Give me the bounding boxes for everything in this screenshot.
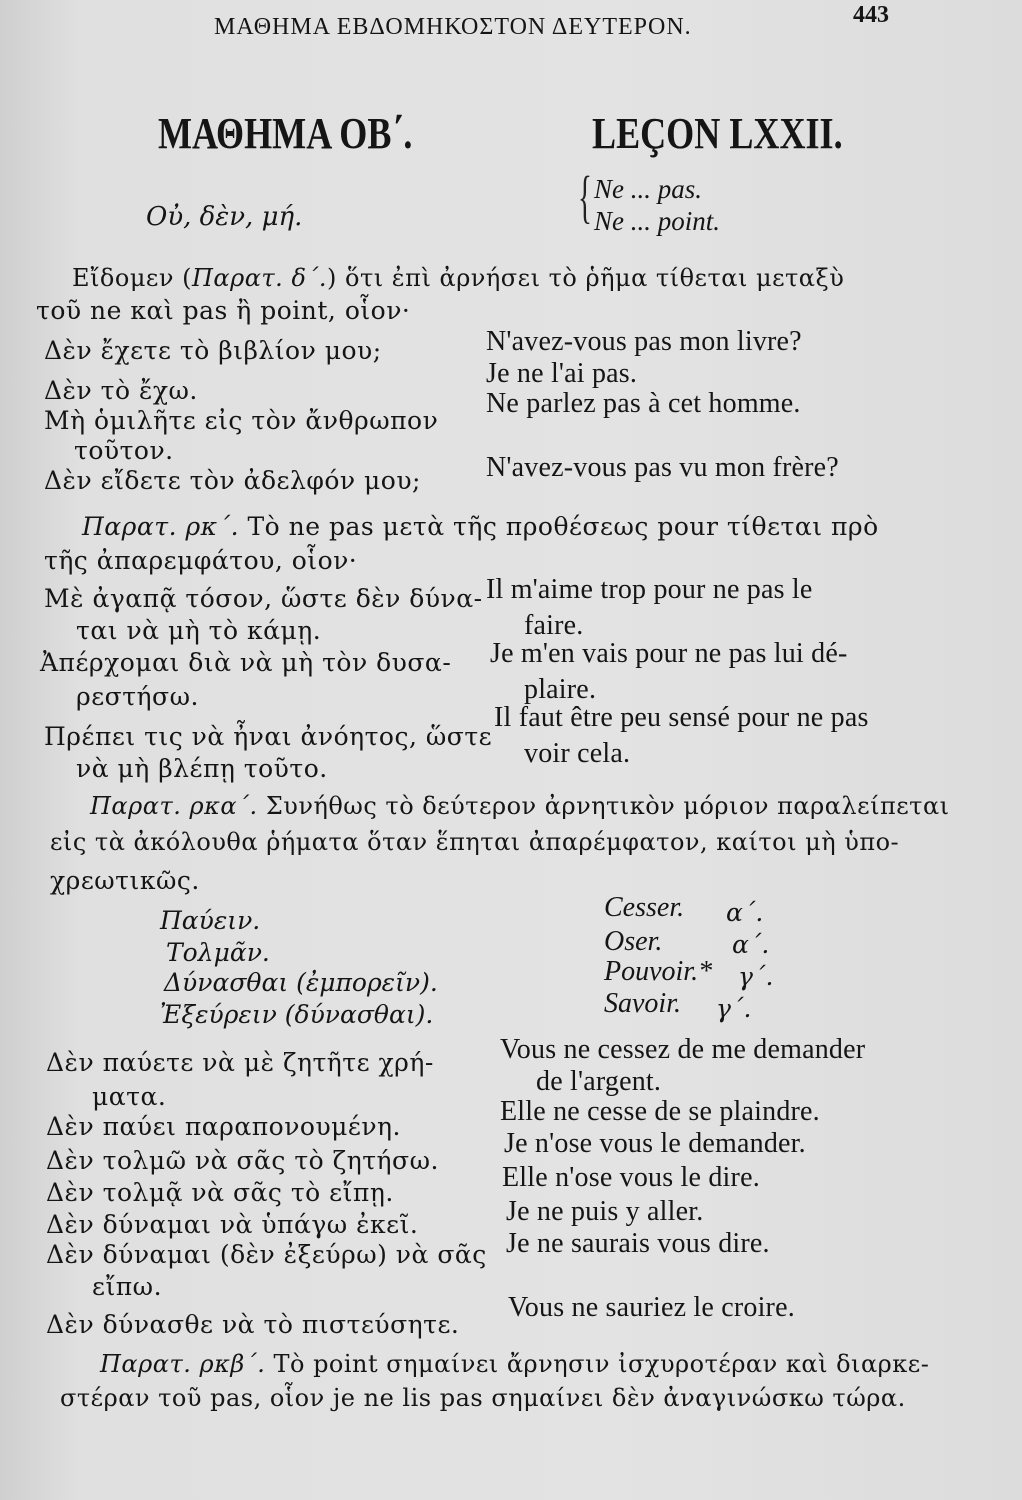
ex3-greek-3: Δὲν τολμῶ νὰ σᾶς τὸ ζητήσω. [46, 1146, 439, 1175]
lesson-title-greek: ΜΑΘΗΜΑ ΟΒ΄. [158, 109, 413, 158]
verb-french-3: Pouvoir.* [604, 956, 713, 987]
para2-line1 [82, 512, 879, 541]
verb-greek-3: Δύνασθαι (ἐμπορεῖν). [164, 968, 438, 997]
ex1-greek-3: Μὴ ὁμιλῆτε εἰς τὸν ἄνθρωπον [44, 406, 439, 435]
para1-line1 [72, 264, 844, 292]
para2-text: Τὸ ne pas μετὰ τῆς προθέσεως pour τίθεται πρὸ [247, 512, 879, 541]
ex3-greek-5: Δὲν δύναμαι νὰ ὑπάγω ἐκεῖ. [46, 1210, 419, 1239]
ex2-greek-3: Πρέπει τις νὰ ἦναι ἀνόητος, ὥστε [44, 722, 493, 751]
para1-text-a: Εἴδομεν ( [72, 264, 192, 292]
verb-conj-3: γ΄. [738, 962, 774, 991]
lesson-title-french: LEÇON LXXII. [592, 109, 843, 158]
ex2-french-1: Il m'aime trop pour ne pas le [486, 574, 813, 605]
para4-line1 [100, 1350, 929, 1378]
ex3-greek-2: Δὲν παύει παραπονουμένη. [46, 1112, 401, 1141]
ex3-french-1: Vous ne cessez de me demander [500, 1034, 866, 1065]
ex3-french-4: Elle n'ose vous le dire. [502, 1162, 760, 1193]
para4-text: Τὸ point σημαίνει ἄρνησιν ἰσχυροτέραν καὶ διαρκε- [273, 1350, 930, 1378]
para2-line2: τῆς ἀπαρεμφάτου, οἷον· [44, 546, 358, 575]
para3-ref: Παρατ. ρκα΄. [90, 792, 258, 820]
para3-text: Συνήθως τὸ δεύτερον ἀρνητικὸν μόριον παραλείπεται [265, 792, 950, 820]
verb-french-2: Oser. [604, 926, 663, 957]
para3-line1 [90, 792, 950, 820]
para4-line2: στέραν τοῦ pas, οἷον je ne lis pas σημαίνει δὲν ἀναγινώσκω τώρα. [60, 1384, 906, 1412]
para4-ref: Παρατ. ρκβ΄. [100, 1350, 266, 1378]
ex1-french-3: Ne parlez pas à cet homme. [486, 388, 801, 419]
ex3-greek-1b: ματα. [92, 1082, 167, 1111]
subtitle-french-1: Ne ... pas. [594, 174, 702, 204]
verb-french-4: Savoir. [604, 988, 681, 1019]
ex2-greek-2b: ρεστήσω. [76, 682, 199, 711]
verb-conj-2: α΄. [732, 930, 770, 959]
ex3-greek-4: Δὲν τολμᾷ νὰ σᾶς τὸ εἴπῃ. [46, 1178, 394, 1207]
ex2-french-1b: faire. [524, 610, 584, 641]
ex2-french-3b: voir cela. [524, 738, 631, 769]
ex3-french-6: Je ne saurais vous dire. [506, 1228, 770, 1259]
verb-conj-4: γ΄. [716, 994, 752, 1023]
brace-mark: { [578, 164, 592, 229]
para1-ref: Παρατ. δ΄. [191, 264, 328, 292]
page-number: 443 [853, 2, 889, 28]
ex3-greek-6: Δὲν δύναμαι (δὲν ἐξεύρω) νὰ σᾶς [46, 1240, 487, 1269]
ex3-greek-1: Δὲν παύετε νὰ μὲ ζητῆτε χρή- [46, 1048, 434, 1077]
verb-conj-1: α΄. [726, 898, 764, 927]
ex1-greek-2: Δὲν τὸ ἔχω. [44, 376, 198, 405]
subtitle-greek: Οὐ, δὲν, μή. [146, 202, 303, 232]
ex1-greek-4: Δὲν εἴδετε τὸν ἀδελφόν μου; [44, 466, 421, 495]
ex3-greek-6b: εἴπω. [92, 1272, 163, 1301]
verb-french-1: Cesser. [604, 892, 685, 923]
ex1-greek-1: Δὲν ἔχετε τὸ βιβλίον μου; [44, 336, 382, 365]
verb-greek-4: Ἐξεύρειν (δύνασθαι). [160, 1000, 434, 1029]
ex3-french-2: Elle ne cesse de se plaindre. [500, 1096, 820, 1127]
ex2-greek-3b: νὰ μὴ βλέπῃ τοῦτο. [76, 754, 328, 783]
verb-greek-1: Παύειν. [160, 906, 261, 935]
ex2-french-3: Il faut être peu sensé pour ne pas [494, 702, 869, 733]
para2-ref: Παρατ. ρκ΄. [82, 512, 240, 541]
ex1-french-2: Je ne l'ai pas. [486, 358, 638, 389]
ex3-french-7: Vous ne sauriez le croire. [508, 1292, 795, 1323]
running-head: ΜΑΘΗΜΑ ΕΒΔΟΜΗΚΟΣΤΟΝ ΔΕΥΤΕΡΟΝ. [214, 14, 692, 40]
ex1-greek-3b: τοῦτον. [74, 436, 174, 465]
ex3-french-5: Je ne puis y aller. [506, 1196, 704, 1227]
ex2-greek-1b: ται νὰ μὴ τὸ κάμῃ. [76, 616, 322, 645]
ex2-french-2b: plaire. [524, 674, 597, 705]
ex3-french-3: Je n'ose vous le demander. [504, 1128, 806, 1159]
para1-text-b: ) ὅτι ἐπὶ ἀρνήσει τὸ ῥῆμα τίθεται μεταξὺ [327, 264, 845, 292]
ex2-greek-2: Ἀπέρχομαι διὰ νὰ μὴ τὸν δυσα- [40, 648, 452, 677]
verb-greek-2: Τολμᾶν. [166, 938, 270, 967]
ex3-french-1b: de l'argent. [536, 1066, 662, 1097]
ex3-greek-7: Δὲν δύνασθε νὰ τὸ πιστεύσητε. [46, 1310, 460, 1339]
para1-line2: τοῦ ne καὶ pas ἢ point, οἷον· [36, 296, 411, 325]
para3-line2: εἰς τὰ ἀκόλουθα ῥήματα ὅταν ἕπηται ἀπαρέμφατον, καίτοι μὴ ὑπο- [50, 828, 900, 856]
ex2-french-2: Je m'en vais pour ne pas lui dé- [490, 638, 848, 669]
subtitle-french-2: Ne ... point. [594, 206, 720, 236]
para3-line3: χρεωτικῶς. [50, 866, 200, 895]
ex2-greek-1: Μὲ ἀγαπᾷ τόσον, ὥστε δὲν δύνα- [44, 584, 483, 613]
ex1-french-1: N'avez-vous pas mon livre? [486, 326, 802, 357]
ex1-french-4: N'avez-vous pas vu mon frère? [486, 452, 839, 483]
